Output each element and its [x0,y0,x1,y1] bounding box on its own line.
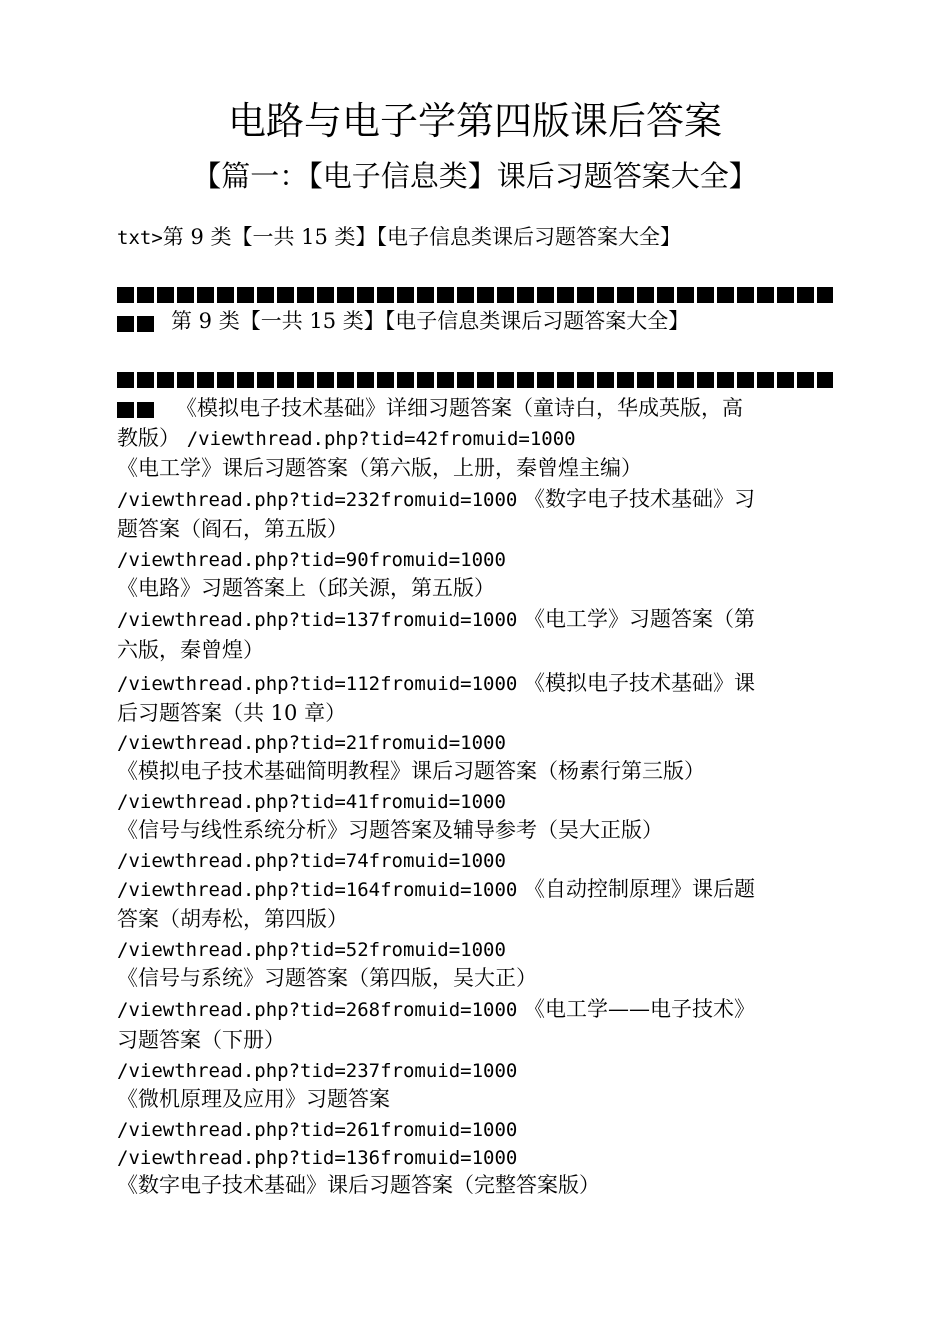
text-line: /viewthread.php?tid=136fromuid=1000 [117,1147,518,1169]
text-line: 《信号与线性系统分析》习题答案及辅导参考（吴大正版） [117,818,663,842]
separator-bar [117,372,833,388]
separator-bar [117,287,833,303]
document-title: 电路与电子学第四版课后答案 [227,99,722,143]
text-line: /viewthread.php?tid=21fromuid=1000 [117,732,506,754]
text-line: 答案（胡寿松，第四版） [117,907,348,931]
category-line: 第 9 类【一共 15 类】【电子信息类课后习题答案大全】 [171,309,690,333]
document-subtitle: 【篇一：【电子信息类】课后习题答案大全】 [192,159,758,193]
text-line: /viewthread.php?tid=164fromuid=1000 《自动控制原理》课后题 [117,877,756,901]
separator-bar-tail [117,402,157,418]
text-line: 后习题答案（共 10 章） [117,701,347,725]
text-line: 《模拟电子技术基础简明教程》课后习题答案（杨素行第三版） [117,759,705,783]
text-line: /viewthread.php?tid=90fromuid=1000 [117,549,506,571]
text-line: 题答案（阎石，第五版） [117,517,348,541]
text-line: 《数字电子技术基础》课后习题答案（完整答案版） [117,1173,600,1197]
text-line: /viewthread.php?tid=52fromuid=1000 [117,939,506,961]
text-line: 习题答案（下册） [117,1028,285,1052]
text-line: /viewthread.php?tid=261fromuid=1000 [117,1119,518,1141]
separator-bar-tail [117,316,157,332]
text-line: /viewthread.php?tid=268fromuid=1000 《电工学——电子技术》 [117,997,756,1021]
text-line: /viewthread.php?tid=112fromuid=1000 《模拟电子技术基础》课 [117,671,756,695]
text-line: 《电工学》课后习题答案（第六版，上册，秦曾煌主编） [117,456,642,480]
text-line: /viewthread.php?tid=41fromuid=1000 [117,791,506,813]
text-line: /viewthread.php?tid=237fromuid=1000 [117,1060,518,1082]
text-line: /viewthread.php?tid=74fromuid=1000 [117,850,506,872]
intro-line: txt>第 9 类【一共 15 类】【电子信息类课后习题答案大全】 [117,225,682,249]
text-line: 教版） /viewthread.php?tid=42fromuid=1000 [117,426,576,450]
text-line: 《电路》习题答案上（邱关源，第五版） [117,576,495,600]
text-line: 《模拟电子技术基础》详细习题答案（童诗白，华成英版，高 [176,396,743,420]
text-line: 六版，秦曾煌） [117,638,264,662]
text-line: /viewthread.php?tid=137fromuid=1000 《电工学》习题答案（第 [117,607,756,631]
text-line: /viewthread.php?tid=232fromuid=1000 《数字电子技术基础》习 [117,487,756,511]
text-line: 《微机原理及应用》习题答案 [117,1087,390,1111]
text-line: 《信号与系统》习题答案（第四版，吴大正） [117,966,537,990]
